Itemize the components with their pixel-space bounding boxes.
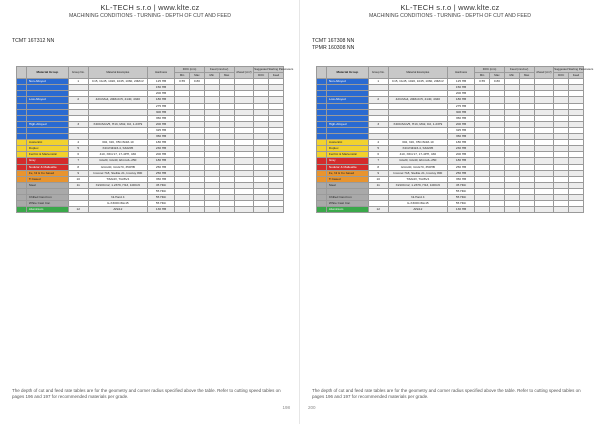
material-group-cell: Chilled Cast Iron bbox=[26, 194, 68, 200]
value-cell bbox=[204, 207, 219, 213]
material-examples-cell: 410, X6Cr17, 17-4PH, 430 bbox=[388, 152, 447, 158]
group-no-cell: 11 bbox=[68, 182, 88, 188]
subheader-doc_short: DOC bbox=[254, 73, 269, 79]
hardness-cell: 350 HB bbox=[447, 115, 474, 121]
material-group-cell: Austenitic bbox=[326, 140, 368, 146]
material-group-cell: Austenitic bbox=[26, 140, 68, 146]
hardness-cell: 325 HB bbox=[447, 127, 474, 133]
hardness-cell: 300 HB bbox=[147, 109, 174, 115]
col-material-group-header: Material Group bbox=[26, 67, 68, 79]
material-examples-cell: 304, 316, X5CrNi18-10 bbox=[388, 140, 447, 146]
material-group-cell: Duplex bbox=[26, 146, 68, 152]
hardness-cell: 45 HRc bbox=[447, 182, 474, 188]
subheader-min: Min bbox=[204, 73, 219, 79]
value-cell: 0.80 bbox=[490, 79, 505, 85]
hardness-cell: 150 HB bbox=[447, 85, 474, 91]
value-cell bbox=[219, 207, 234, 213]
material-examples-cell: X2CrNiN23-4, S32205 bbox=[388, 146, 447, 152]
material-group-cell: Gray bbox=[326, 158, 368, 164]
material-group-cell: Nodular & Malleable bbox=[326, 164, 368, 170]
header-subtitle: MACHINING CONDITIONS - TURNING - DEPTH OF CUT AND FEED bbox=[68, 13, 232, 19]
table-header-row bbox=[17, 67, 284, 73]
group-no-cell: 2 bbox=[68, 97, 88, 103]
material-group-cell: Ferritic & Martensitic bbox=[326, 152, 368, 158]
page-number: 200 bbox=[308, 405, 316, 410]
material-examples-cell: X40CrMoV5, H13, M42, D2, 1.2379 bbox=[388, 121, 447, 127]
insert-code-line: TCMT 16T312 NN bbox=[12, 38, 55, 44]
hardness-cell: 275 HB bbox=[447, 103, 474, 109]
material-group-cell: Non-Alloyed bbox=[26, 79, 68, 85]
page-header bbox=[300, 3, 600, 19]
group-no-cell: 1 bbox=[68, 79, 88, 85]
group-no-cell: 8 bbox=[368, 164, 388, 170]
brand-line: KL-TECH s.r.o | www.klte.cz bbox=[400, 3, 500, 12]
hardness-cell: 230 HB bbox=[447, 146, 474, 152]
hardness-cell: 250 HB bbox=[447, 164, 474, 170]
hardness-cell: 200 HB bbox=[447, 152, 474, 158]
hardness-cell: 180 HB bbox=[147, 97, 174, 103]
material-group-cell: Duplex bbox=[326, 146, 368, 152]
material-examples-cell: C15, Ck45, 1020, 1045, 1060, 20MnV bbox=[388, 79, 447, 85]
hardness-cell: 250 HB bbox=[447, 170, 474, 176]
col-group-no-header: Group No. bbox=[368, 67, 388, 79]
material-group-cell: Ti based bbox=[326, 176, 368, 182]
group-no-cell: 2 bbox=[368, 97, 388, 103]
value-cell: 0.55 bbox=[175, 79, 190, 85]
hardness-cell: 350 HB bbox=[147, 176, 174, 182]
hardness-cell: 55 HRc bbox=[147, 188, 174, 194]
material-group-cell: Low-Alloyed bbox=[26, 97, 68, 103]
material-examples-cell: G-X300CrMo15 bbox=[388, 201, 447, 207]
material-group-cell: Ti based bbox=[26, 176, 68, 182]
footnote: The depth of cut and feed rate tables are for the geometry and corner radius specified above the table. Refer to cutting speed tables on pages 196 and 197 for recommended materials per grade. bbox=[312, 388, 581, 399]
material-examples-cell: Ti6Al4V, TiAl6V4 bbox=[88, 176, 147, 182]
value-cell bbox=[175, 207, 190, 213]
table-row bbox=[17, 207, 284, 213]
footnote: The depth of cut and feed rate tables are for the geometry and corner radius specified above the table. Refer to cutting speed tables on pages 196 and 197 for recommended materials per grade. bbox=[12, 388, 281, 399]
subheader-min: Min bbox=[504, 73, 519, 79]
group-no-cell: 3 bbox=[368, 121, 388, 127]
value-cell bbox=[490, 207, 505, 213]
material-category-cell bbox=[17, 207, 27, 213]
material-group-cell: High-Alloyed bbox=[26, 121, 68, 127]
group-no-cell: 10 bbox=[368, 176, 388, 182]
material-examples-cell: C15, Ck45, 1020, 1045, 1060, 20MnV bbox=[88, 79, 147, 85]
group-no-cell: 5 bbox=[368, 146, 388, 152]
hardness-cell: 55 HRc bbox=[447, 201, 474, 207]
hardness-cell: 130 HB bbox=[447, 207, 474, 213]
table-header-row bbox=[317, 67, 584, 73]
material-examples-cell: AlSi12 bbox=[388, 207, 447, 213]
material-examples-cell: 410, X6Cr17, 17-4PH, 430 bbox=[88, 152, 147, 158]
col-group-no-header: Group No. bbox=[68, 67, 88, 79]
material-examples-cell: X40CrMoV5, H13, M42, D2, 1.2379 bbox=[88, 121, 147, 127]
material-group-cell: Low-Alloyed bbox=[326, 97, 368, 103]
material-examples-cell: GG20, GG40, EN-GJL-250 bbox=[388, 158, 447, 164]
hardness-cell: 125 HB bbox=[147, 79, 174, 85]
insert-code bbox=[312, 38, 354, 52]
col-materials-header: Material Examples bbox=[388, 67, 447, 79]
table-row bbox=[317, 207, 584, 213]
hardness-cell: 55 HRc bbox=[447, 188, 474, 194]
hardness-cell: 55 HRc bbox=[447, 194, 474, 200]
subheader-feed_short: Feed bbox=[569, 73, 584, 79]
subheader-min: Min bbox=[175, 73, 190, 79]
col-materials-header: Material Examples bbox=[88, 67, 147, 79]
cutting-data-table bbox=[16, 66, 294, 213]
material-examples-cell: Inconel 718, Stellite 21, Incoloy 800 bbox=[88, 170, 147, 176]
subheader-max: Max bbox=[190, 73, 205, 79]
col-hardness-header: Hardness bbox=[447, 67, 474, 79]
material-examples-cell: Ni-Hard 4 bbox=[88, 194, 147, 200]
col-feed-header: Feed (mm/rev) bbox=[504, 67, 534, 73]
header-subtitle: MACHINING CONDITIONS - TURNING - DEPTH OF CUT AND FEED bbox=[368, 13, 532, 19]
group-no-cell: 3 bbox=[68, 121, 88, 127]
hardness-cell: 350 HB bbox=[147, 115, 174, 121]
subheader-min: Min bbox=[475, 73, 490, 79]
subheader-max: Max bbox=[519, 73, 534, 79]
hardness-cell: 325 HB bbox=[147, 127, 174, 133]
material-examples-cell: X210Cr12, 1.2379, H13, 100Cr6 bbox=[388, 182, 447, 188]
material-examples-cell: GG20, GG40, EN-GJL-250 bbox=[88, 158, 147, 164]
col-cat-header bbox=[17, 67, 27, 79]
hardness-cell: 45 HRc bbox=[147, 182, 174, 188]
col-suggested-header: Suggested Starting Parameters bbox=[254, 67, 294, 71]
material-group-cell: Steel bbox=[326, 182, 368, 188]
insert-code bbox=[12, 38, 54, 45]
group-no-cell: 6 bbox=[368, 152, 388, 158]
group-no-cell: 5 bbox=[68, 146, 88, 152]
hardness-cell: 230 HB bbox=[147, 146, 174, 152]
group-no-cell: 8 bbox=[68, 164, 88, 170]
insert-code-line: TPMR 160308 NN bbox=[312, 45, 355, 51]
col-doc-header: DOC (mm) bbox=[175, 67, 205, 73]
hardness-cell: 350 HB bbox=[147, 134, 174, 140]
hardness-cell: 275 HB bbox=[147, 103, 174, 109]
material-group-cell: Nodular & Malleable bbox=[26, 164, 68, 170]
value-cell bbox=[534, 207, 554, 213]
value-cell bbox=[554, 207, 569, 213]
group-no-cell: 6 bbox=[68, 152, 88, 158]
group-no-cell: 7 bbox=[68, 158, 88, 164]
hardness-cell: 180 HB bbox=[447, 97, 474, 103]
group-no-cell: 9 bbox=[68, 170, 88, 176]
group-no-cell: 10 bbox=[68, 176, 88, 182]
hardness-cell: 180 HB bbox=[147, 140, 174, 146]
subheader-doc_short: DOC bbox=[554, 73, 569, 79]
col-ahead-header: Ahead (cm³) bbox=[234, 67, 254, 79]
value-cell bbox=[569, 207, 584, 213]
material-category-cell bbox=[317, 207, 327, 213]
material-examples-cell: 42CrMo4, 20MnCr5, 4140, 4340 bbox=[388, 97, 447, 103]
material-examples-cell: GGG40, GGG70, 350HB bbox=[388, 164, 447, 170]
material-examples-cell: G-X300CrMo15 bbox=[88, 201, 147, 207]
brand-line: KL-TECH s.r.o | www.klte.cz bbox=[100, 3, 200, 12]
material-group-cell: Non-Alloyed bbox=[326, 79, 368, 85]
col-suggested-header: Suggested Starting Parameters bbox=[554, 67, 594, 71]
material-group-cell: Aluminium bbox=[326, 207, 368, 213]
hardness-cell: 200 HB bbox=[147, 121, 174, 127]
hardness-cell: 250 HB bbox=[147, 164, 174, 170]
right-page bbox=[300, 0, 600, 424]
subheader-max: Max bbox=[490, 73, 505, 79]
value-cell bbox=[475, 207, 490, 213]
material-group-cell: White Cast Iron bbox=[326, 201, 368, 207]
value-cell: 0.55 bbox=[475, 79, 490, 85]
value-cell bbox=[234, 207, 254, 213]
material-examples-cell: Ti6Al4V, TiAl6V4 bbox=[388, 176, 447, 182]
material-group-cell: Aluminium bbox=[26, 207, 68, 213]
col-doc-header: DOC (mm) bbox=[475, 67, 505, 73]
page-header bbox=[0, 3, 300, 19]
hardness-cell: 150 HB bbox=[147, 85, 174, 91]
material-examples-cell: AlSi12 bbox=[88, 207, 147, 213]
material-examples-cell: X2CrNiN23-4, S32205 bbox=[88, 146, 147, 152]
hardness-cell: 200 HB bbox=[447, 91, 474, 97]
material-examples-cell: Inconel 718, Stellite 21, Incoloy 800 bbox=[388, 170, 447, 176]
hardness-cell: 180 HB bbox=[447, 158, 474, 164]
col-cat-header bbox=[317, 67, 327, 79]
group-no-cell: 1 bbox=[368, 79, 388, 85]
col-hardness-header: Hardness bbox=[147, 67, 174, 79]
material-group-cell: Fe, Ni & Co based bbox=[26, 170, 68, 176]
material-group-cell: Ferritic & Martensitic bbox=[26, 152, 68, 158]
hardness-cell: 200 HB bbox=[147, 152, 174, 158]
page-number: 198 bbox=[282, 405, 290, 410]
hardness-cell: 125 HB bbox=[447, 79, 474, 85]
material-group-cell: Chilled Cast Iron bbox=[326, 194, 368, 200]
material-examples-cell: X210Cr12, 1.2379, H13, 100Cr6 bbox=[88, 182, 147, 188]
value-cell bbox=[269, 207, 284, 213]
group-no-cell: 11 bbox=[368, 182, 388, 188]
group-no-cell: 12 bbox=[68, 207, 88, 213]
value-cell bbox=[254, 207, 269, 213]
insert-code-line: TCMT 16T308 NN bbox=[312, 38, 355, 44]
col-material-group-header: Material Group bbox=[326, 67, 368, 79]
hardness-cell: 200 HB bbox=[147, 91, 174, 97]
material-group-cell: Gray bbox=[26, 158, 68, 164]
material-group-cell: High-Alloyed bbox=[326, 121, 368, 127]
material-examples-cell: 304, 316, X5CrNi18-10 bbox=[88, 140, 147, 146]
value-cell bbox=[519, 207, 534, 213]
group-no-cell: 4 bbox=[68, 140, 88, 146]
hardness-cell: 200 HB bbox=[447, 121, 474, 127]
group-no-cell: 9 bbox=[368, 170, 388, 176]
group-no-cell: 7 bbox=[368, 158, 388, 164]
cutting-data-table bbox=[316, 66, 594, 213]
value-cell bbox=[190, 207, 205, 213]
material-examples-cell: Ni-Hard 4 bbox=[388, 194, 447, 200]
hardness-cell: 130 HB bbox=[147, 207, 174, 213]
material-group-cell: Steel bbox=[26, 182, 68, 188]
group-no-cell: 4 bbox=[368, 140, 388, 146]
value-cell: 0.80 bbox=[190, 79, 205, 85]
hardness-cell: 350 HB bbox=[447, 176, 474, 182]
subheader-feed_short: Feed bbox=[269, 73, 284, 79]
hardness-cell: 55 HRc bbox=[147, 201, 174, 207]
hardness-cell: 180 HB bbox=[147, 158, 174, 164]
hardness-cell: 350 HB bbox=[447, 134, 474, 140]
hardness-cell: 180 HB bbox=[447, 140, 474, 146]
value-cell bbox=[504, 207, 519, 213]
material-examples-cell: GGG40, GGG70, 350HB bbox=[88, 164, 147, 170]
hardness-cell: 300 HB bbox=[447, 109, 474, 115]
material-group-cell: Fe, Ni & Co based bbox=[326, 170, 368, 176]
subheader-max: Max bbox=[219, 73, 234, 79]
col-ahead-header: Ahead (cm³) bbox=[534, 67, 554, 79]
material-group-cell: White Cast Iron bbox=[26, 201, 68, 207]
col-feed-header: Feed (mm/rev) bbox=[204, 67, 234, 73]
hardness-cell: 250 HB bbox=[147, 170, 174, 176]
hardness-cell: 55 HRc bbox=[147, 194, 174, 200]
group-no-cell: 12 bbox=[368, 207, 388, 213]
material-examples-cell: 42CrMo4, 20MnCr5, 4140, 4340 bbox=[88, 97, 147, 103]
